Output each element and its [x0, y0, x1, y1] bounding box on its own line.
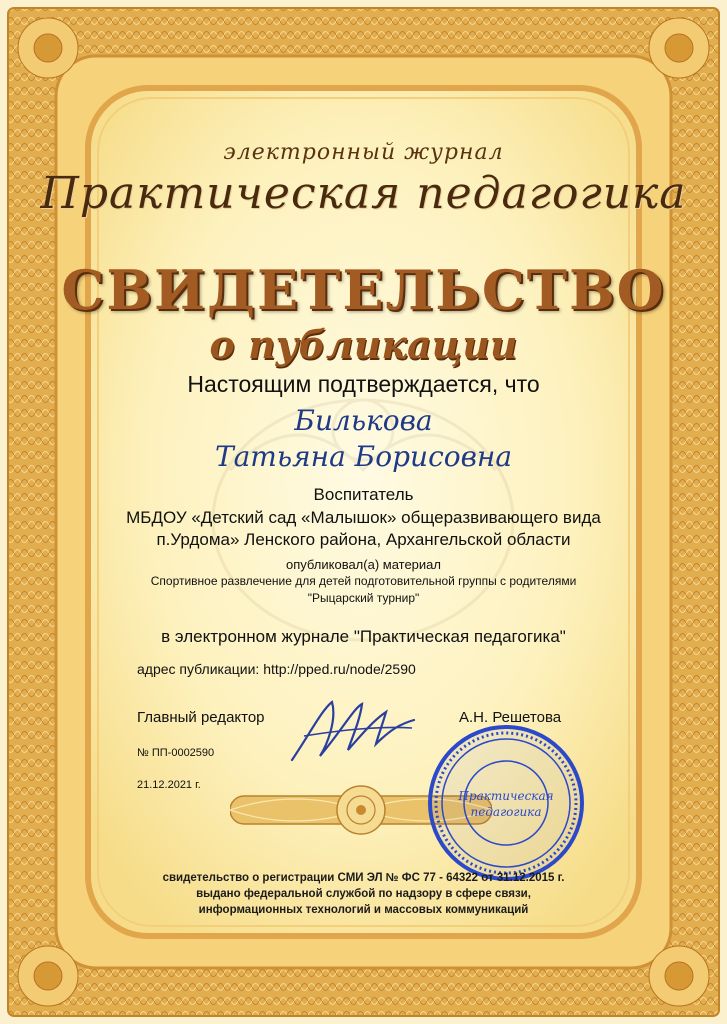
journal-name: Практическая педагогика	[40, 168, 687, 219]
material-title-line1: Спортивное развлечение для детей подготовительной группы с родителями	[150, 574, 577, 588]
registration-line3: информационных технологий и массовых коммуникаций	[198, 904, 529, 916]
organization-line2: п.Урдома» Ленского района, Архангельской области	[156, 530, 571, 549]
journal-line: в электронном журнале "Практическая педагогика"	[161, 627, 566, 646]
editor-label: Главный редактор	[137, 709, 265, 726]
recipient-position: Воспитатель	[313, 485, 414, 504]
confirm-text: Настоящим подтверждается, что	[187, 371, 540, 397]
editor-signature	[282, 690, 422, 770]
recipient-surname: Билькова	[294, 404, 433, 437]
organization-line1: МБДОУ «Детский сад «Малышок» общеразвивающего вида	[126, 508, 601, 527]
certificate-number: № ПП-0002590	[137, 747, 215, 759]
publisher-stamp	[425, 722, 587, 884]
certificate-title: СВИДЕТЕЛЬСТВО	[61, 258, 666, 322]
publication-address: адрес публикации: http://pped.ru/node/2590	[137, 661, 416, 677]
issue-date: 21.12.2021 г.	[137, 779, 201, 791]
certificate-subtitle: о публикации	[209, 322, 518, 367]
stamp-text-line2: педагогика	[470, 805, 542, 819]
editor-name: А.Н. Решетова	[459, 709, 562, 726]
registration-line2: выдано федеральной службой по надзору в сфере связи,	[196, 888, 531, 900]
journal-kicker: электронный журнал	[223, 140, 504, 165]
recipient-given-names: Татьяна Борисовна	[214, 440, 513, 473]
registration-info	[0, 870, 727, 918]
published-label: опубликовал(а) материал	[286, 557, 441, 572]
stamp-text-line1: Практическая	[458, 789, 554, 803]
material-title-line2: "Рыцарский турнир"	[307, 591, 420, 605]
registration-line1: свидетельство о регистрации СМИ ЭЛ № ФС 77 - 64322 от 31.12.2015 г.	[162, 872, 565, 884]
